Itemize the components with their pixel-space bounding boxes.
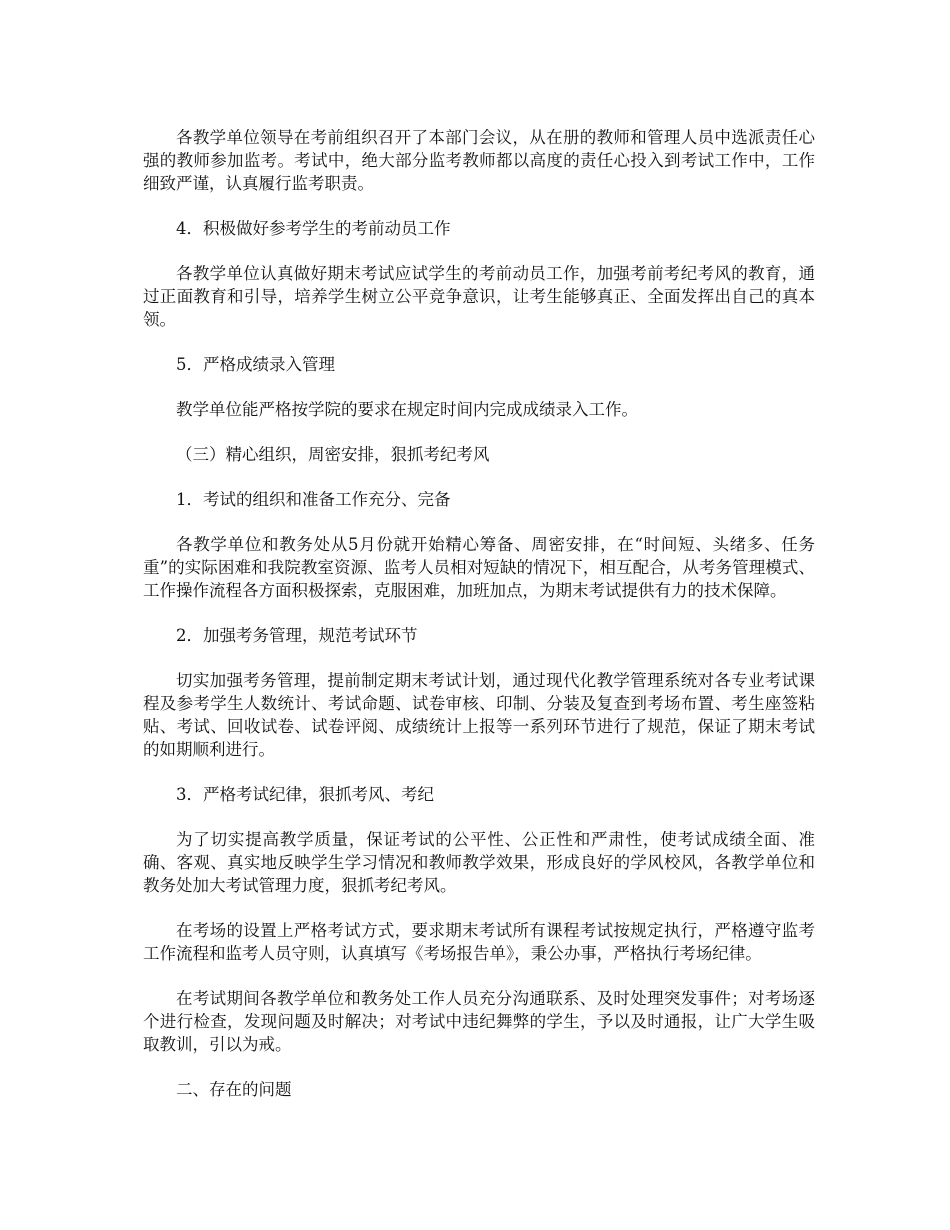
paragraph-exam-management: 切实加强考务管理，提前制定期末考试计划，通过现代化教学管理系统对各专业考试课程及参考学生人数统计、考试命题、试卷审核、印制、分装及复查到考场布置、考生座签粘贴、考试、回收试卷、试卷评阅、成绩统计上报等一系列环节进行了规范，保证了期末考试的如期顺利进行。 (143, 671, 815, 759)
heading-exam-discipline: 3．严格考试纪律，狠抓考风、考纪 (176, 785, 434, 804)
paragraph-exam-discipline: 为了切实提高教学质量，保证考试的公平性、公正性和严肃性，使考试成绩全面、准确、客观、真实地反映学生学习情况和教师教学效果，形成良好的学风校风，各教学单位和教务处加大考试管理力度，狠抓考纪考风。 (143, 830, 815, 895)
heading-grade-entry: 5．严格成绩录入管理 (176, 355, 335, 374)
document-page (143, 126, 815, 1123)
paragraph-exam-room-setup: 在考场的设置上严格考试方式，要求期末考试所有课程考试按规定执行，严格遵守监考工作流程和监考人员守则，认真填写《考场报告单》，秉公办事，严格执行考场纪律。 (143, 921, 815, 963)
heading-student-mobilization: 4．积极做好参考学生的考前动员工作 (176, 219, 451, 238)
heading-existing-problems: 二、存在的问题 (176, 1080, 292, 1099)
paragraph-exam-preparation: 各教学单位和教务处从5月份就开始精心筹备、周密安排，在“时间短、头绪多、任务重”的实际困难和我院教室资源、监考人员相对短缺的情况下，相互配合，从考务管理模式、工作操作流程各方面积极探索，克服困难，加班加点，为期末考试提供有力的技术保障。 (143, 535, 815, 600)
paragraph-exam-period-communication: 在考试期间各教学单位和教务处工作人员充分沟通联系、及时处理突发事件；对考场逐个进行检查，发现问题及时解决；对考试中违纪舞弊的学生，予以及时通报，让广大学生吸取教训，引以为戒。 (143, 989, 815, 1054)
paragraph-grade-entry: 教学单位能严格按学院的要求在规定时间内完成成绩录入工作。 (176, 400, 638, 419)
heading-section-three: （三）精心组织，周密安排，狠抓考纪考风 (176, 445, 490, 464)
heading-exam-management: 2．加强考务管理，规范考试环节 (176, 626, 418, 645)
paragraph-student-mobilization: 各教学单位认真做好期末考试应试学生的考前动员工作，加强考前考纪考风的教育，通过正面教育和引导，培养学生树立公平竞争意识，让考生能够真正、全面发挥出自己的真本领。 (143, 264, 815, 329)
paragraph-teacher-selection: 各教学单位领导在考前组织召开了本部门会议，从在册的教师和管理人员中选派责任心强的教师参加监考。考试中，绝大部分监考教师都以高度的责任心投入到考试工作中，工作细致严谨，认真履行监考职责。 (143, 128, 815, 193)
heading-exam-preparation: 1．考试的组织和准备工作充分、完备 (176, 490, 451, 509)
